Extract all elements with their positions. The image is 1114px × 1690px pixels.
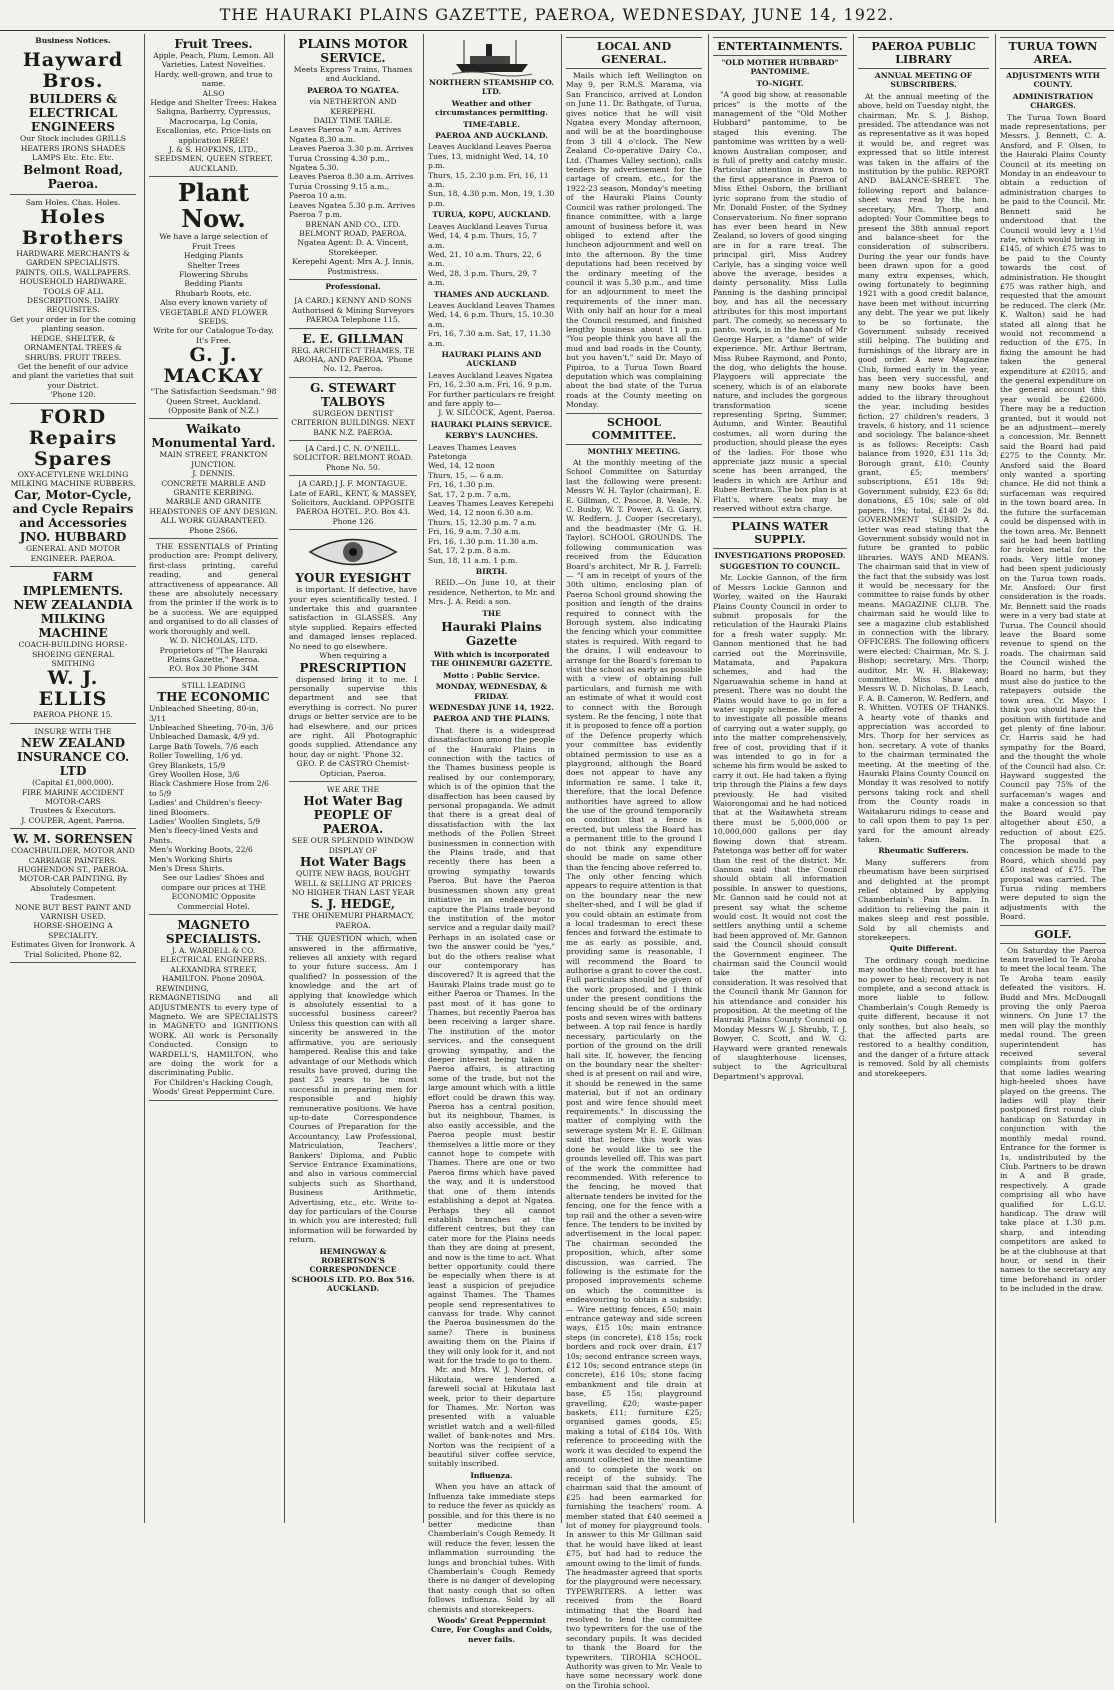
ad-talboys	[289, 378, 417, 441]
column-library	[853, 34, 993, 1523]
holes-line: 'Phone 120.	[50, 390, 96, 400]
ad-magneto	[149, 915, 278, 1101]
nsco-title: NORTHERN STEAMSHIP CO. LTD.	[429, 78, 554, 97]
quite-different-heading: Quite Different.	[889, 944, 958, 954]
dennis: J. DENNIS.	[192, 469, 235, 479]
hayward-stock: Our Stock includes GRILLS HEATERS IRONS SHADES LAMPS Etc. Etc. Etc.	[20, 134, 126, 163]
economic-items	[149, 704, 278, 873]
timetable-row: Leaves Paeroa 3.30 p.m. Arrives Turua Crossing 4.30 p.m., Ngatea 5.30.	[289, 144, 414, 173]
ad-montague: [A CARD.] J. F. MONTAGUE. Late of EARL, KENT, & MASSEY, Solicitors, Auckland. OPPOSITE PAEROA HOTEL. P.O. Box 43. Phone 126	[289, 476, 417, 530]
concrete: CONCRETE MARBLE AND GRANITE KERBING.	[161, 478, 266, 497]
kerby-row: Leaves Thames Leaves Patetonga	[428, 442, 517, 462]
plant-item: Shelter Trees	[187, 260, 240, 270]
when-requiring: When requiring a	[319, 651, 387, 661]
thames-row: Leaves Auckland Leaves Thames	[428, 300, 555, 310]
turua-row: Wed, 21, 10 a.m. Thurs, 22, 6 a.m.	[428, 249, 542, 269]
entertainments-heading: ENTERTAINMENTS.	[713, 37, 847, 56]
hayward-trade: BUILDERS & ELECTRICAL ENGINEERS	[28, 92, 118, 135]
economic-item: Black Cashmere Hose from 2/6 to 5/9	[149, 779, 270, 798]
woods-cure: Woods' Great Peppermint Cure, For Coughs and Colds, never fails.	[430, 1615, 553, 1644]
oxy-welding: OXY-ACETYLENE WELDING	[17, 469, 129, 479]
admin-charges: ADMINISTRATION CHARGES.	[1012, 91, 1094, 111]
thames-row: Wed, 14, 6 p.m. Thurs, 15, 10.30 a.m.	[428, 310, 554, 329]
mackay-name: G. J. MACKAY	[163, 344, 264, 388]
pa-row: Thurs, 15, 2.30 p.m. Fri, 16, 11 a.m.	[428, 170, 549, 190]
wardell: J. A. WARDELL & CO. ELECTRICAL ENGINEERS. ALEXANDRA STREET, HAMILTON. Phone 2090A.	[160, 946, 267, 984]
column-entertainments	[708, 34, 851, 1523]
still-leading: STILL LEADING	[181, 680, 246, 690]
pa-row: Sun, 18, 4.30 p.m. Mon, 19, 1.30 p.m.	[428, 189, 555, 208]
ford-title: FORD Repairs Spares	[28, 405, 118, 470]
birth-heading: BIRTH.	[475, 566, 508, 576]
ad-plains-motor	[289, 34, 417, 280]
fruit-heading: Fruit Trees.	[174, 37, 253, 51]
turua-row: Wed, 28, 3 p.m. Thurs, 29, 7 a.m.	[428, 268, 537, 288]
ad-waikato-monumental	[149, 419, 278, 539]
hedge-trees: Hedge and Shelter Trees: Hakea Saligna, Barberry, Cypressus, Macrocarpa, Lg Conia, Escallonias, etc. Price-lists on application FREE!	[150, 98, 277, 145]
ad-nz-insurance	[10, 724, 136, 829]
hayward-name: Hayward Bros.	[22, 49, 124, 93]
we-are: WE ARE THE	[326, 784, 380, 794]
quite-different-text: The ordinary cough medicine may soothe the throat, but it has no power to heal; recovery is not complete, and a second attack is more liable to follow. Chamberlain's Cough Remedy is quite different, because it not only soothes, but also heals, so that the affected parts are restored to a healthy condition, and the danger of a future attack is removed. Sold by all chemists and storekeepers.	[858, 955, 989, 1078]
golf-text: On Saturday the Paeroa team travelled to Te Aroha to meet the local team. The Te Aroha team easily defeated the visitors. H. Budd and Mrs. McDougall proving the only Paeroa winners. On June 17 the men will play the monthly medal round. The green superintendent has received several complaints from golfers that some ladies wearing high-heeled shoes have played on the greens. The ladies will play their postponed first round club handicap on Saturday in conjunction with the monthly medal round. Entrance for the former is 1s, undistributed by the Club. Partners to be drawn in A and B grade, respectively. A grade comprising all who have qualified for L.G.U. handicap. The draw will take place at 1.30 p.m. sharp, and intending competitors are asked to be at the clubhouse at that hour, or send in their names to the secretary any time beforehand in order to be included in the draw.	[1000, 945, 1106, 1294]
timetable-row: Leaves Paeroa 7 a.m. Arrives Ngatea 8.30 a.m.	[289, 125, 402, 144]
economic-item: Men's Dress Shirts.	[149, 864, 225, 874]
economic-item: Men's Working Boots, 22/6	[149, 845, 253, 855]
nz-insurance: NEW ZEALAND INSURANCE CO. LTD	[16, 736, 130, 779]
library-sub: ANNUAL MEETING OF SUBSCRIBERS.	[874, 71, 973, 90]
horseshoeing: HORSE-SHOEING A SPECIALITY.	[33, 921, 113, 940]
economic-item: Men's fleecy-lined Vests and Pants.	[149, 826, 259, 845]
pantomime-title: "OLD MOTHER HUBBARD" PANTOMIME.	[721, 58, 839, 77]
pa-row: Tues, 13, midnight Wed, 14, 10 p.m.	[428, 151, 549, 171]
column-turua	[995, 34, 1110, 1523]
hp-auckland: HAURAKI PLAINS AND AUCKLAND	[441, 349, 542, 369]
kerby-row: Fri, 16, 1.30 p.m. 11.30 a.m.	[428, 536, 538, 546]
turua-text: The Turua Town Board made representations, per Messrs. J. Bennett, C. A. Ansford, and F. Olsen, to the Hauraki Plains County Council at its meeting on Monday in an endeavour to obtain a reduction of administration charges to be paid to the Council. Mr. Bennett said he understood that the Council would levy a 1½d rate, which would bring in £145, of which £75 was to be paid to the County towards the cost of administration. He thought £75 was rather high, and requested that the amount be reduced. The clerk (Mr. K. Walton) said he had stated all along that he would not recommend a reduction of the £75. In fixing the amount he had taken the general expenditure at £2015, and the general expenditure on the general account this year would be £2600. There may be a reduction granted, but it would not be an adjustment—merely a concession. Mr. Bennett said the Board had paid £275 to the County. Mr. Ansford said the Board only wanted a sporting chance. He did not think a surfaceman was required in the town board area. In the future the surfaceman could be dispensed with in the town area. Mr. Bennett said he had been battling for broken metal for the roads. Very little money had been spent judiciously on the Turua town roads. Mr. Ansford: Our first consideration is the roads. Mr. Bennett said the roads were in a very bad state at Turua. The Council should leave the Board some revenue to spend on the roads. The chairman said the Council wished the Board no harm, but they must also do justice to the ratepayers outside the town area. Cr. Mayo: I think you should have the position with fortitude and get plenty of fine labour. Cr. Harris said he had sympathy for the Board, and the thought the whole of the Council had also. Cr. Hayward suggested the Council pay 75% of the surfaceman's wages and make a concession so that the Board would pay altogether about £50, a reduction of about £25. The proposal that a concession be made to the Board, which should pay £50 instead of £75. The proposal was carried. The Turua riding members were deputed to sign the adjustments with the Board.	[1000, 112, 1106, 922]
kerby-row: Sat, 17, 2 p.m. 7 a.m.	[428, 489, 511, 499]
phone-2s66: Phone 2S66.	[189, 525, 238, 535]
economic-item: Unbleached Sheeting, 70-in, 3/6	[149, 722, 274, 732]
via: via NETHERTON AND KEREPEHI.	[309, 97, 397, 116]
hwbs: Hot Water Bags	[299, 855, 406, 870]
hwb-people: Hot Water Bag PEOPLE OF PAEROA.	[303, 794, 403, 837]
editorial-text: That there is a widespread dissatisfaction among the people of the Hauraki Plains in connection with the tactics of the Thames business people is realised by our contemporary, which is of the opinion that the disaffection has been caused by personal propaganda. We admit that there is a great deal of dissatisfaction with the lax methods of the Pollen Street businessmen in connection with the Plains trade, and that recently there has been a growing sympathy towards Paeroa. But have the Paeroa businessmen shown any great initiative in an endeavour to capture the Plains trade beyond the institution of the motor service and a regular daily mail? Perhaps in an isolated case or two the answer could be "yes," but do the others realise what our contemporary has discovered? It is agreed that the Hauraki Plains trade must go to either Paeroa or Thames. In the past most of it has gone to Thames, but recently Paeroa has been receiving a larger share. The institution of the motor services, and the consequent growing sympathy, and the deeper interest being taken in Paeroa affairs, is attracting some of the trade, but not the large amount which with a little effort could be drawn this way. Paeroa has a central position, but its neighbour, Thames, is also easily accessible, and the Paeroa people must bestir themselves a little more or they cannot hope to compete with Thames. There are one or two Paeroa firms which have paved the way, and it is understood that one of them intends establishing a depot at Ngatea. Perhaps they all cannot establish branches at the different centres, but they can cater more for the Plains needs than they are doing at present, and now is the time to act. What better opportunity could there be especially when there is at least a suspicion of prejudice against Thames. The Thames people send representatives to canvass for trade. Why cannot the Paeroa businessmen do the same? There is business awaiting them on the Plains if they will only look for it, and not wait for the trade to go to them.	[428, 725, 555, 1365]
golf-heading: GOLF.	[1000, 925, 1106, 944]
cough-cure: For Children's Hacking Cough, Woods' Great Peppermint Cure.	[152, 1077, 275, 1097]
motorcar-painting: MOTOR-CAR PAINTING. By Absolutely Competent Tradesmen.	[19, 874, 127, 903]
turua-heading: TURUA TOWN AREA.	[1000, 37, 1106, 69]
plant-item: Hedging Plants	[183, 251, 244, 261]
hopkins: J. & S. HOPKINS, LTD., SEEDSMEN, QUEEN STREET, AUCKLAND.	[154, 145, 273, 173]
pms-title: PLAINS MOTOR SERVICE.	[298, 37, 408, 65]
influenza-text: When you have an attack of Influenza take immediate steps to reduce the fever as quickly as possible, and for this there is no better medicine than Chamberlain's Cough Remedy. It will reduce the fever, lessen the inflammation surrounding the lungs and bronchial tubes. With Chamberlain's Cough Remedy there is no danger of developing that nasty cough that so often follows influenza. Sold by all chemists and storekeepers.	[428, 1482, 555, 1614]
influenza-heading: Influenza.	[470, 1470, 513, 1480]
plant-item: Bedding Plants	[184, 279, 243, 289]
gillman-name: E. E. GILLMAN	[302, 331, 404, 346]
holes-line: HOUSEHOLD HARDWARE.	[19, 277, 127, 287]
hemingway: HEMINGWAY & ROBERTSON'S CORRESPONDENCE SCHOOLS LTD. P.O. Box 516. AUCKLAND.	[291, 1246, 415, 1294]
kerby-row: Leaves Thames Leaves Kerepehi	[428, 499, 554, 509]
economic-item: Unbleached Damask, 4/9 yd.	[149, 732, 260, 742]
mackay-sub: "The Satisfaction Seedsman." 98 Queen Street, Auckland. (Opposite Bank of N.Z.)	[150, 387, 277, 415]
masthead: THE HAURAKI PLAINS GAZETTE, PAEROA, WEDNESDAY, JUNE 14, 1922.	[0, 0, 1114, 31]
varnish-used: NONE BUT BEST PAINT AND VARNISH USED.	[15, 902, 131, 922]
nicholas: W. D. NICHOLAS, LTD. Proprietors of "The Hauraki Plains Gazette," Paeroa.	[159, 636, 268, 664]
norton-text: Mr. and Mrs. W. J. Norton, of Hikutaia, were tendered a farewell social at Hikutaia last week, prior to their departure for Thames. Mr. Norton was presented with a valuable wristlet watch and a well-filled wallet of bank-notes and Mrs. Norton was the recipient of a beautiful silver coffee service, suitably inscribed.	[428, 1365, 555, 1469]
ad-fruit-trees	[149, 34, 278, 177]
also: ALSO	[202, 88, 225, 98]
daily: DAILY TIME TABLE.	[313, 116, 393, 126]
marble: MARBLE AND GRANITE HEADSTONES OF ANY DESIGN.	[149, 497, 278, 516]
milking-rubbers: MILKING MACHINE RUBBERS.	[10, 478, 136, 488]
plant-intro: We have a large selection of	[159, 232, 268, 242]
economic-item: Large Bath Towels, 7/6 each	[149, 741, 259, 751]
hedge-sub: THE OHINEMURI PHARMACY, PAEROA.	[292, 911, 414, 930]
holes-lines	[10, 268, 136, 400]
timetable-row: Leaves Paeroa 8.30 a.m. Arrives Turua Crossing 9.15 a.m., Paeroa 10 a.m.	[289, 172, 414, 201]
entertainment-text: "A good big show, at reasonable prices" is the motto of the management of the "Old Mother Hubbard" pantomime, to be staged this evening. The pantomime was written by a well-known Australian composer, and is full of pretty and catchy music. Particular attention is drawn to the first appearance in Paeroa of Miss Ethel Osborn, the brilliant lyric soprano from the studio of Mr. Donald Foster, of the Sydney Conservatorium. No finer soprano has ever been heard in New Zealand, so lovers of good singing are in for a rare treat. The principal girl, Miss Audrey Carlyle, has a singing voice well above the average, besides a dainty personality. Miss Lulla Panning is the dashing principal boy, and has all the necessary attributes for this most important part. The comedy, so necessary to panto. work, is in the hands of Mr George Harper, a "dame" of wide experience. Mr. Arthur Bertram, Miss Rubee Raymond, and Ponto, the dog, who delights the house. Playgoers will appreciate the scenery, which is of an elaborate nature, and includes the gorgeous transformation scene representing Spring, Summer, Autumn, and Winter. Beautiful costumes, all worn during the production, should please the eyes of the ladies. For those who appreciate jazz music a special scene has been arranged, the leaders in which are Arthur and Rubee Bertram. The box plan is at Flatt's, where seats may be reserved without extra charge.	[713, 90, 847, 514]
criterion: CRITERION BUILDINGS. NEXT BANK N.Z. PAEROA.	[291, 418, 415, 437]
silcock: J. W. SILCOCK, Agent, Paeroa.	[438, 408, 555, 418]
guaranteed: ALL WORK GUARANTEED.	[160, 516, 267, 526]
turua-kopu: TURUA, KOPU, AUCKLAND.	[432, 210, 551, 220]
rheumatic-text: Many sufferers from rheumatism have been surprised and delighted at the prompt relief obtained by applying Chamberlain's Pain Balm. In addition to relieving the pain it makes sleep and rest possible. Sold by all chemists and storekeepers.	[858, 857, 989, 942]
turua-sub: ADJUSTMENTS WITH COUNTY.	[1006, 71, 1100, 90]
plant-item: Rhubarb Roots, etc.	[175, 288, 252, 298]
farm-title: FARM IMPLEMENTS.	[22, 570, 124, 599]
prescription-text: dispensed bring it to me. I personally supervise this department and see that everything is correct. No purer drugs or better service are to be had elsewhere, and our prices are right. All Photographic goods supplied. Attendance any hour, day or night. 'Phone 32.	[289, 674, 417, 759]
magneto-title: MAGNETO SPECIALISTS.	[165, 918, 262, 947]
estimates: Estimates Given for Ironwork. A Trial Solicited. Phone 82.	[10, 940, 136, 959]
talboys-name: G. STEWART TALBOYS	[310, 380, 396, 409]
paeroa-auckland: PAEROA AND AUCKLAND.	[435, 131, 548, 141]
pms-timetable	[289, 125, 417, 219]
kerby-row: Wed, 14, 12 noon 6.30 a.m.	[428, 508, 534, 518]
economic-item: Men's Working Shirts	[149, 854, 233, 864]
column-business-notices	[6, 34, 140, 1523]
ohinemuri: With which is incorporated THE OHINEMURI GAZETTE.	[430, 649, 553, 669]
school-heading: SCHOOL COMMITTEE.	[566, 413, 702, 445]
hubbard-sub: GENERAL AND MOTOR ENGINEER. PAEROA.	[25, 544, 121, 563]
eye-icon	[308, 535, 398, 569]
brenan: BRENAN AND CO., LTD. BELMONT ROAD, PAEROA. Ngatea Agent: D. A. Vincent, Storekeeper.	[297, 219, 409, 257]
ad-essentials	[149, 539, 278, 678]
column-shipping-editorial	[423, 34, 559, 1644]
turua-row: Wed, 14, 4 p.m. Thurs, 15, 7 a.m.	[428, 231, 537, 250]
holes-names: Sam Holes. Chas. Holes.	[25, 197, 121, 207]
de-castro: GEO. P. de CASTRO Chemist-Optician, Paeroa.	[296, 759, 410, 778]
holes-line: PAINTS, OILS, WALLPAPERS.	[15, 267, 131, 277]
kerby-title: KERBY'S LAUNCHES.	[445, 431, 538, 441]
holes-line: Get your order in for the coming planting season.	[10, 314, 136, 334]
library-text: At the annual meeting of the above, held on Tuesday night, the chairman, Mr. S. J. Bishop, presided. The attendance was not as representative as it was hoped it would be, and regret was expressed that so little interest was taken in the affairs of the institution by the public. REPORT AND BALANCE-SHEET. The following report and balance-sheet was read by the hon. secretary, Mrs. Thorp, and adopted: Your Committee begs to present the 38th annual report and balance-sheet for the consideration of subscribers. During the year our funds have been drawn upon for a good many extra expenses, which, owing fortunately to beginning 1921 with a good credit balance, have been met without incurring any debt. The year we put likely to be so fortunate, the Government subsidy received still helping. The building and furnishings of the library are in good order. A new Magazine Club, formed early in the year, has been very successful, and many new books have been added to the library throughout the year, including besides fiction, 27 children's readers, 3 travels, 6 history, and 11 science and sociology. The balance-sheet is as follows: Receipts: Cash balance from 1920, £31 11s 3d; Borough grant, £10; County grant, £5; members' subscriptions, £51 18s 9d; Government subsidy, £23 6s 8d; donations, £5 10s; sale of old papers, 19s; total, £140 2s 8d. GOVERNMENT SUBSIDY. A letter was read stating that the Government subsidy would not in future be granted to public libraries. WAYS AND MEANS. The chairman said that in view of the fact that the subsidy was lost it would be necessary for the committee to raise funds by other means. MAGAZINE CLUB. The chairman said he would like to see a magazine club established in connection with the library. OFFICERS. The following officers were elected: Chairman, Mr. S. J. Bishop; secretary, Mrs. Thorp; auditor, Mr. W. H. Blakeway; committee, Miss Shaw and Messrs W. D. Nicholas, D. Leach, F. A. B. Cameron, W. Redfern, and R. Whitten. VOTES OF THANKS. A hearty vote of thanks and appreciation was accorded to Mrs. Thorp for her services as hon. secretary. A vote of thanks to the chairman terminated the meeting. At the meeting of the Hauraki Plains County Council on Monday it was resolved to notify persons taking rock and shell from the County roads in Waitakaruru ridings to cease and to call upon them to pay 1s per yard for the amount already taken.	[858, 91, 989, 844]
po-box: P.O. Box 30 Phone 34M	[168, 664, 259, 674]
ad-sorensen	[10, 829, 136, 963]
kerby-row: Fri, 16, 9 a.m. 7.30 a.m.	[428, 527, 521, 537]
economic-item: Unbleached Sheeting, 80-in, 3/11	[149, 704, 259, 723]
trustees: Trustees & Executors.	[29, 806, 117, 816]
school-text: At the monthly meeting of the School Committee on Saturday last the following were present: Messrs W. H. Taylor (chairman), E. E. Gillman, C. Pascoe, B. Veale, N. C. Busby, W. T. Power, A. G. Garry, W. Redfern, J. Cooper (secretary), and the headmaster (Mr G. H. Taylor). SCHOOL GROUNDS. The following communication was received from the Education Board's architect, Mr R. J. Farrell:— "I am in receipt of yours of the 30th ultimo, enclosing plan of Paeroa School ground showing the position and length of the drains required to connect with the Borough system, also indicating the fencing which your committee states is required. With regard to the drains, I will endeavour to arrange for the Board's foreman to visit the school as early as possible with a view of obtaining full particulars, and furnish me with an estimate of what it would cost to connect with the Borough system. Re the fencing, I note that it is proposed to fence off a portion of the Defence property which your committee has evidently obtained permission to use as a playground, although the Board does not appear to have any information re same. I take it, therefore, that the local Defence authorities have agreed to allow the use of the ground temporarily on condition that a fence is erected, but unless the Board has a permanent title to the ground I do not think any expenditure should be made on same other than the fencing above referred to. The only other fencing which appears to require attention is that on the boundary near the new shelter-shed, and I will be glad if you could obtain an estimate from a local tradesman to erect these fences and forward the estimate to me as early as possible, and, providing same is reasonable, I will recommend the Board to authorise a grant to cover the cost. Full particulars should be given of the work proposed, and I think under the present conditions the fencing should be of the ordinary posts and seven wires with battens between. A top rail fence is hardly necessary, particularly on the portion of the ground on the drill hall site. If, however, the fencing on the boundary near the shelter-shed is at present on rail and wire, it should be renewed in the same material, but if not an ordinary post and wire fence should meet requirements." In discussing the matter of complying with the sewerage system Mr E. E. Gillman said that before this work was done he would like to see the grounds levelled off. This was part of the work the committee had recommended. With reference to the fencing, he moved that alternate tenders be invited for the fencing, one for the fence with a top rail and the other a seven-wire fence. The tenders to be invited by advertisement in the local paper. The chairman seconded the proposition, which, after some discussion, was carried. The following is the estimate for the proposed improvements scheme on which the committee is endeavouring to obtain a subsidy:— Wire netting fences, £50; main entrance gateway and side screen ways, £15 10s; main entrance steps (in concrete), £18 15s; rock borders and rock over drain, £17 10s; second entrance screen ways, £12 10s; second entrance steps (in concrete), £16 10s; stone facing embankment and tile drain at base, £5 15s; playground gravelling, £20; waste-paper baskets, £11; furniture £25; organised games goods, £5; making a total of £184 10s. With reference to proceeding with the work it was decided to expend the amount collected in the meantime and to complete the work on receipt of the subsidy. The chairman said that the amount of £25 had been earmarked for furnishing the teachers' room. A member stated that £40 seemed a lot of money for playground tools. In answer to this Mr Gillman said that he would have liked at least £75, but had had to reduce the amount owing to the limit of funds. The headmaster agreed that sports for the playground were necessary. TYPEWRITERS. A letter was received from the Board intimating that the Board had resolved to lend the committee two typewriters for the use of the secondary pupils. It was decided to thank the Board for the typewriters. TIROHIA SCHOOL. Authority was given to Mr. Veale to have some necessary work done on the Tirohia school.	[566, 458, 702, 1690]
ad-eyesight	[289, 530, 417, 782]
essentials-text: THE ESSENTIALS of Printing production are: Prompt delivery, first-class printing, careful reading, and general attractiveness of appearance. All these are absolutely necessary from the printer if the work is to be a success. We are equipped and organised to do all classes of work thoroughly and well.	[149, 542, 278, 636]
kerby-row: Sun, 18, 11 a.m. 1 p.m.	[428, 555, 518, 565]
motto: Motto : Public Service.	[443, 670, 540, 680]
hp-row: Leaves Auckland Leaves Ngatea	[428, 370, 553, 380]
economic-title: THE ECONOMIC	[157, 690, 270, 705]
hedge-name: S. J. HEDGE,	[310, 897, 396, 912]
hp-rows	[428, 371, 555, 390]
rheumatic-heading: Rheumatic Sufferers.	[878, 846, 969, 856]
kerby-row: Wed, 14, 12 noon	[428, 461, 495, 471]
ad-gillman	[289, 329, 417, 378]
ad-ford-repairs	[10, 404, 136, 568]
thames-rows	[428, 301, 555, 348]
pms-sub: Meets Express Trains, Thames and Auckland.	[293, 65, 413, 84]
gillman-sub: REG. ARCHITECT THAMES, TE AROHA, AND PAEROA. 'Phone No. 12, Paeroa.	[291, 345, 415, 374]
turua-row: Leaves Auckland Leaves Turua	[428, 221, 548, 231]
holes-title: Holes Brothers	[21, 206, 125, 250]
kerby-row: Thurs, 15, — 6 a.m.	[428, 470, 504, 480]
nz-milking: NEW ZEALANDIA MILKING MACHINE	[13, 598, 133, 641]
water-sub: INVESTIGATIONS PROPOSED.	[714, 550, 846, 560]
tonight: TO-NIGHT.	[756, 78, 804, 88]
column-services	[284, 34, 421, 1523]
eyesight-title: YOUR EYESIGHT	[295, 571, 411, 586]
also-every: Also every known variety of VEGETABLE AND FLOWER SEEDS.	[159, 298, 268, 326]
column-local-general	[561, 34, 706, 1690]
economic-item: Ladies' Woollen Singlets, 5/9	[149, 817, 261, 826]
kerby-rows	[428, 443, 555, 565]
kerby-row: Sat, 17, 2 p.m. 8 a.m.	[428, 546, 511, 556]
plant-item: Fruit Trees	[191, 241, 236, 251]
issue-date: WEDNESDAY JUNE 14, 1922.	[429, 702, 554, 712]
economic-item: Roller Towelling, 1/6 yd.	[149, 751, 243, 761]
school-sub: MONTHLY MEETING.	[587, 446, 681, 456]
holes-line: TOOLS OF ALL DESCRIPTIONS. DAIRY REQUISITES.	[26, 286, 120, 315]
the-label: THE	[482, 608, 501, 618]
ad-kenny: [A CARD.] KENNY AND SONS Authorised & Mining Surveyors PAEROA Telephone 115.	[289, 293, 417, 328]
quite-new: QUITE NEW BAGS, BOUGHT WELL & SELLING AT PRICES NO HIGHER THAN LAST YEAR	[291, 869, 415, 897]
sorensen-sub: COACHBUILDER, MOTOR AND CARRIAGE PAINTERS. HUGHENDON ST., PAEROA.	[11, 846, 135, 875]
economic-item: Grey Blankets, 15/9	[149, 760, 226, 770]
plant-items	[149, 242, 278, 298]
see-ladies: See our Ladies' Shoes and compare our prices at THE ECONOMIC Opposite Commercial Hotel.	[161, 873, 266, 911]
turua-rows	[428, 222, 555, 288]
catalogue: Write for our Catalogue To-day. It's Free.	[153, 326, 274, 345]
fire-marine: FIRE MARINE ACCIDENT MOTOR-CARS	[22, 787, 124, 806]
capital: (Capital £1,000,000).	[32, 778, 114, 788]
hps-title: HAURAKI PLAINS SERVICE.	[430, 419, 553, 429]
column-seeds-and-trade	[144, 34, 282, 1523]
ad-oneill: [A Card.] C. N. O'NEILL. SOLICITOR. BELMONT ROAD. Phone No. 50.	[289, 441, 417, 476]
hayward-belmont: Belmont Road, Paeroa.	[23, 162, 123, 191]
kerby-row: Thurs, 15, 12.30 p.m. 7 a.m.	[428, 517, 537, 527]
local-heading: LOCAL AND GENERAL.	[566, 37, 702, 69]
economic-item: Grey Woollen Hose, 3/6	[149, 769, 240, 779]
kerby-row: Fri, 16, 1.30 p.m.	[428, 480, 495, 490]
timetable-title: TIME-TABLE.	[463, 119, 520, 129]
pa-row: Leaves Auckland Leaves Paeroa	[428, 142, 552, 152]
ad-plant-now	[149, 177, 278, 419]
see-window: SEE OUR SPLENDID WINDOW DISPLAY OF	[291, 836, 415, 855]
steamship-icon	[452, 36, 532, 76]
ad-farm-implements	[10, 567, 136, 724]
holes-trade: HARDWARE MERCHANTS & GARDEN SPECIALISTS.	[16, 249, 130, 268]
ellis-name: W. J. ELLIS	[38, 667, 108, 711]
publication-days: MONDAY, WEDNESDAY, & FRIDAY.	[435, 682, 548, 701]
hubbard-name: JNO. HUBBARD	[19, 530, 127, 545]
gazette-title: Hauraki Plains Gazette	[441, 619, 542, 648]
waikato-title: Waikato Monumental Yard.	[151, 422, 276, 451]
birth-text: REID.—On June 10, at their residence, Netherton, to Mr. and Mrs. J. A. Reid: a son.	[428, 578, 555, 607]
plant-now-title: Plant Now.	[177, 178, 250, 234]
holes-line: Get the benefit of our advice and plant the varieties that suit your District.	[12, 361, 134, 390]
dentist: SURGEON DENTIST	[312, 408, 394, 418]
editorial-heading: PAEROA AND THE PLAINS.	[433, 714, 550, 724]
economic-item: Ladies' and Children's fleecy-lined Bloomers.	[149, 798, 263, 817]
coach-building: COACH-BUILDING HORSE-SHOEING GENERAL SMITHING	[18, 640, 128, 668]
sorensen-name: W. M. SORENSEN	[13, 832, 133, 847]
water-text: Mr. Lockie Gannon, of the firm of Messrs Lockie Gannon and Worley, waited on the Hauraki Plains County Council in order to submit proposals for the reticulation of the Hauraki Plains for a fresh water supply. Mr. Gannon mentioned that he had carried out the Morrinsville, Matamata, and Papakura schemes, and had the Ngaruawahia scheme in hand at present. There was no doubt the Plains would have to go in for a water supply scheme. He offered to investigate all possible means of carrying out a water supply, go into the matter comprehensively, free of cost, providing that if it was intended to go in for a scheme his firm would be asked to carry it out. He had taken a flying trip through the Plains a few days previously. He had visited Waiorongomai and he had noticed that at the Waitawheta stream there must be 5,000,000 or 10,000,000 gallons per day flowing down that stream. Patetonga was better off for water than the rest of the district. Mr. Gannon said that the Council should obtain all information possible. In answer to questions, Mr. Gannon said he could not at present say what the scheme would cost. It would not cost the settlers anything until a scheme had been approved of. Mr. Gannon said the Council should consult the Government engineer. The chairman said the Council would take the matter into consideration. It was resolved that the Council thank Mr Gannon for his attendance and consider his proposition. At the meeting of the Hauraki Plains County Council on Monday Messrs W. J. Shrubb, T. J. Bowyer, C. Scott, and W. G. Hayward were granted renewals of slaughterhouse licenses, subject to the Agricultural Department's approval.	[713, 573, 847, 1081]
rewinding: REWINDING, REMAGNETISING and all ADJUSTMENTS to every type of Magneto. We are SPECIALISTS in MAGNETO and IGNITIONS WORK. All work is Personally Conducted. Consign to WARDELL'S, HAMILTON, who are doing the work for a discriminating Public.	[149, 983, 278, 1078]
ad-hayward-bros	[10, 47, 136, 194]
prescription-title: PRESCRIPTION	[299, 660, 407, 675]
eyesight-text: is important. If defective, have your eyes scientifically tested. I undertake this and guarantee satisfaction in GLASSES. Any style supplied. Repairs effected and damaged lenses replaced. No need to go elsewhere.	[289, 585, 417, 651]
ad-holes-brothers	[10, 195, 136, 404]
holes-line: HEDGE, SHELTER, & ORNAMENTAL TREES & SHRUBS. FRUIT TREES.	[24, 333, 122, 362]
weather: Weather and other circumstances permitting.	[435, 98, 548, 118]
ad-economic	[149, 678, 278, 915]
hp-row: Fri, 16, 2.30 a.m. Fri, 16, 9 p.m.	[428, 380, 552, 390]
ad-hot-water-bags	[289, 782, 417, 934]
suggestion: SUGGESTION TO COUNCIL.	[719, 561, 841, 571]
kerepehi-agent: Kerepehi Agent: Mrs A. J. Innis, Postmistress.	[292, 257, 414, 276]
main-street: MAIN STREET, FRANKTON JUNCTION.	[159, 450, 268, 469]
couper-agent: J. COUPER, Agent, Paeroa.	[21, 815, 125, 825]
business-notices-heading: Business Notices.	[35, 36, 111, 45]
insure-with: INSURE WITH THE	[34, 726, 112, 736]
professional-heading: Professional.	[325, 281, 381, 291]
plant-item: Flowering Shrubs	[179, 269, 248, 279]
further-particulars: For further particulars re freight and fare apply to—	[428, 389, 555, 408]
ellis-sub: PAEROA PHONE 15.	[33, 710, 113, 720]
thames-auckland: THAMES AND AUCKLAND.	[433, 289, 550, 299]
water-heading: PLAINS WATER SUPPLY.	[713, 517, 847, 549]
car-repairs: Car, Motor-Cycle, and Cycle Repairs and Accessories	[12, 488, 134, 531]
timetable-row: Leaves Ngatea 5.30 p.m. Arrives Paeroa 7 p.m.	[289, 200, 416, 220]
thames-row: Fri, 16, 7.30 a.m. Sat, 17, 11.30 a.m.	[428, 329, 551, 348]
library-heading: PAEROA PUBLIC LIBRARY	[858, 37, 989, 69]
paeroa-ngatea: PAEROA TO NGATEA.	[306, 85, 400, 95]
fruit-text: Apple, Peach, Plum, Lemon. All Varieties. Latest Novelties. Hardy, well-grown, and true to name.	[153, 51, 274, 89]
pa-rows	[428, 142, 555, 208]
question-text: THE QUESTION which, when answered in the affirmative, relieves all anxiety with regard to your future success. Am I qualified? In possession of the knowledge and the art of applying that knowledge which is absolutely essential to a successful business career? Unless this question can with all sincerity be answered in the affirmative, you are seriously hampered. Realise this and take advantage of our Methods which results have proved, during the past 25 years to be most successful in preparing men for responsible and highly remunerative positions. We have up-to-date Correspondence Courses of Preparation for the Accountancy, Law Professional, Matriculation, Teachers', Bankers' Diploma, and Public Service Entrance Examinations, and also in various commercial subjects such as Shorthand, Business Arithmetic, Advertising, etc., etc. Write to-day for particulars of the Course in which you are interested; full information will be forwarded by return.	[289, 934, 417, 1245]
local-text: Mails which left Wellington on May 9, per R.M.S. Marama, via San Francisco, arrived at London on June 11. Dr. Bathgate, of Turua, gives notice that he will visit Ngatea every Monday afternoon, and will be at the boardinghouse from 3 till 4 o'clock. The New Zealand Co-operative Dairy Co., Ltd. (Thames Valley section), calls tenders by advertisement for the cartage of cream, etc., for the 1922-23 season. Monday's meeting of the Hauraki Plains County Council was rather prolonged. The finance committee, with a large amount of business before it, was obliged to extend after the luncheon adjournment and well on into the afternoon. By the time deputations had been received by the ordinary meeting of the council it was 5.30 p.m., and time for an adjournment to meet the requirements of the inner man. With only half an hour for a meal the Council resumed, and finished lengthy business about 11 p.m. "You people think you have all the mud and bad roads in the County, but you haven't," said Dr. Mayo of Pipiroa, to a Turua Town Board deputation which was complaining about the bad state of the Turua roads at the County meeting on Monday.	[566, 71, 702, 410]
